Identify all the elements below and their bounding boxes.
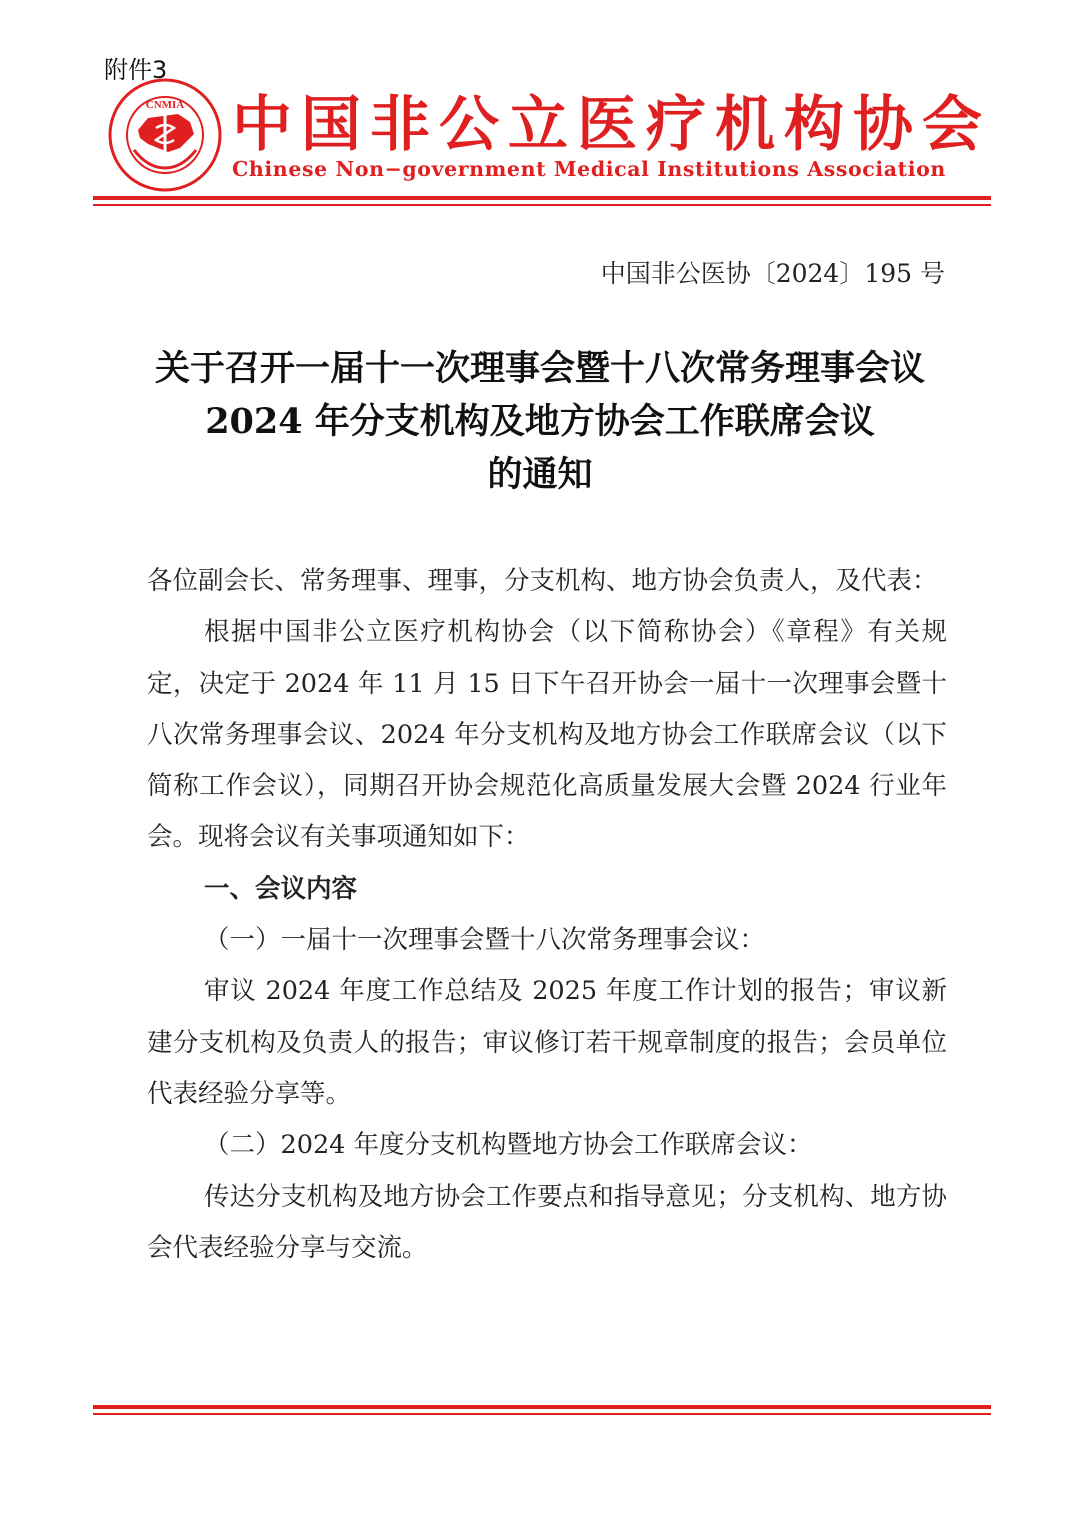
- intro-paragraph: 根据中国非公立医疗机构协会（以下简称协会）《章程》有关规定，决定于 2024 年 11 月 15 日下午召开协会一届十一次理事会暨十八次常务理事会议、2024 年分支机构及地方协会工作联席会议（以下简称工作会议），同期召开协会规范化高质量发展大会暨 2024 行业年会。现将会议有关事项通知如下：: [147, 617, 947, 853]
- salutation: 各位副会长、常务理事、理事，分支机构、地方协会负责人，及代表：: [147, 566, 938, 596]
- letterhead-rule-thin: [93, 204, 991, 206]
- subsection-1-body: 审议 2024 年度工作总结及 2025 年度工作计划的报告；审议新建分支机构及负责人的报告；审议修订若干规章制度的报告；会员单位代表经验分享等。: [147, 976, 947, 1109]
- document-body: [147, 556, 947, 1274]
- document-number: 中国非公医协〔2024〕195 号: [600, 259, 945, 288]
- org-name-english: Chinese Non−government Medical Institutions Association: [232, 157, 946, 181]
- subsection-2-heading: （二）2024 年度分支机构暨地方协会工作联席会议：: [204, 1130, 813, 1161]
- subsection-2-body: 传达分支机构及地方协会工作要点和指导意见；分支机构、地方协会代表经验分享与交流。: [147, 1181, 947, 1263]
- subsection-1-heading: （一）一届十一次理事会暨十八次常务理事会议：: [204, 925, 766, 956]
- footer-rule-thin: [93, 1413, 991, 1415]
- association-logo: [108, 78, 222, 192]
- logo-abbreviation: CNMIA: [145, 99, 185, 111]
- footer-rule-thick: [93, 1405, 991, 1409]
- org-name-chinese: 中国非公立医疗机构协会: [232, 90, 991, 160]
- title-line-3: 的通知: [487, 454, 593, 495]
- document-title: [60, 342, 1020, 501]
- title-line-2: 2024 年分支机构及地方协会工作联席会议: [205, 401, 875, 442]
- letterhead-rule-thick: [93, 196, 991, 200]
- section-heading: 一、会议内容: [204, 873, 358, 904]
- title-line-1: 关于召开一届十一次理事会暨十八次常务理事会议: [154, 348, 925, 389]
- attachment-label: 附件3: [104, 56, 168, 84]
